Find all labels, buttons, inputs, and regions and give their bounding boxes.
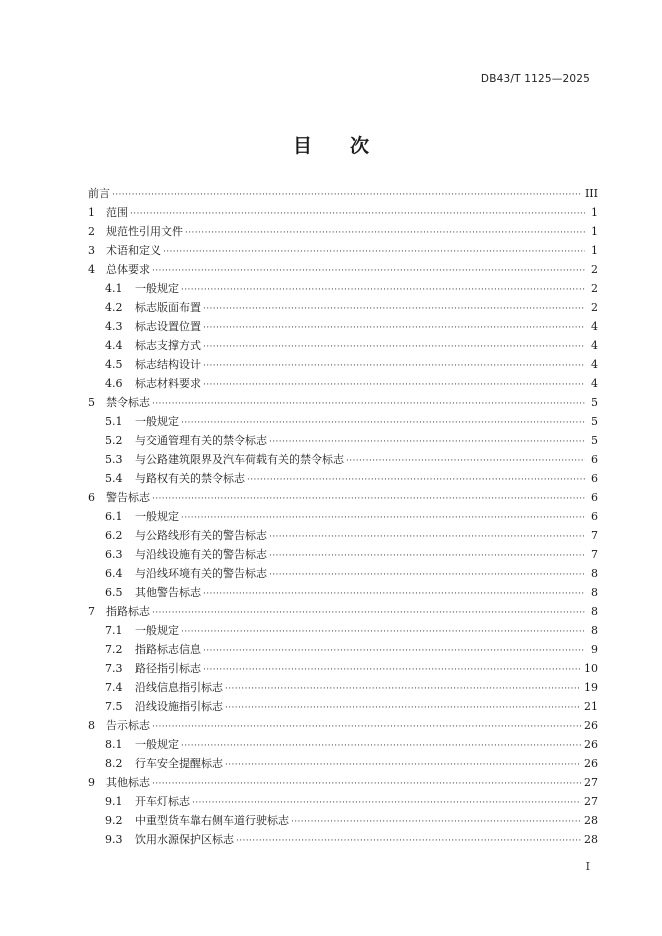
- toc-entry-page: 6: [591, 472, 598, 485]
- toc-entry-number: 7.4: [105, 681, 123, 694]
- toc-entry-label: 一般规定: [135, 510, 179, 523]
- toc-entry-page: 7: [591, 529, 598, 542]
- toc-entry[interactable]: [88, 621, 598, 640]
- toc-entry-page: 5: [591, 396, 598, 409]
- toc-entry-label: 术语和定义: [106, 244, 161, 257]
- toc-dot-leader: [163, 243, 585, 260]
- toc-dot-leader: [152, 490, 585, 507]
- toc-entry-number: 6.2: [105, 529, 123, 542]
- toc-dot-leader: [203, 357, 585, 374]
- toc-entry-number: 4.6: [105, 377, 123, 390]
- toc-entry-page: 27: [584, 795, 598, 808]
- toc-entry-page: 6: [591, 453, 598, 466]
- toc-entry-number: 2: [88, 225, 95, 238]
- toc-entry-page: 21: [584, 700, 598, 713]
- toc-dot-leader: [269, 433, 585, 450]
- page-number: I: [585, 860, 590, 873]
- toc-dot-leader: [152, 718, 581, 735]
- toc-entry-label: 标志版面布置: [135, 301, 201, 314]
- toc-entry[interactable]: [88, 336, 598, 355]
- toc-entry-number: 9.3: [105, 833, 123, 846]
- toc-entry-page: 8: [591, 605, 598, 618]
- toc-entry-label: 路径指引标志: [135, 662, 201, 675]
- toc-entry-page: 6: [591, 510, 598, 523]
- toc-entry[interactable]: [88, 602, 598, 621]
- toc-entry-page: 1: [591, 225, 598, 238]
- toc-entry-page: 10: [584, 662, 598, 675]
- toc-dot-leader: [225, 699, 581, 716]
- toc-entry-page: 8: [591, 586, 598, 599]
- toc-dot-leader: [269, 566, 585, 583]
- table-of-contents: [88, 184, 598, 849]
- toc-entry-label: 告示标志: [106, 719, 150, 732]
- toc-entry-page: III: [584, 187, 598, 200]
- toc-dot-leader: [269, 547, 585, 564]
- toc-entry-label: 标志设置位置: [135, 320, 201, 333]
- toc-entry-number: 1: [88, 206, 95, 219]
- toc-entry-number: 7.3: [105, 662, 123, 675]
- toc-entry-number: 6: [88, 491, 95, 504]
- toc-entry-number: 7.2: [105, 643, 123, 656]
- toc-entry-page: 8: [591, 624, 598, 637]
- toc-entry-page: 6: [591, 491, 598, 504]
- toc-entry[interactable]: [88, 754, 598, 773]
- toc-entry[interactable]: [88, 545, 598, 564]
- toc-entry-page: 1: [591, 206, 598, 219]
- toc-entry[interactable]: [88, 488, 598, 507]
- toc-dot-leader: [291, 813, 581, 830]
- toc-entry-label: 总体要求: [106, 263, 150, 276]
- toc-entry-label: 与公路线形有关的警告标志: [135, 529, 267, 542]
- toc-entry-number: 6.4: [105, 567, 123, 580]
- toc-dot-leader: [225, 680, 581, 697]
- toc-entry[interactable]: [88, 469, 598, 488]
- toc-dot-leader: [203, 661, 581, 678]
- toc-entry-page: 9: [591, 643, 598, 656]
- toc-entry[interactable]: [88, 697, 598, 716]
- toc-dot-leader: [152, 775, 581, 792]
- toc-entry-label: 标志支撑方式: [135, 339, 201, 352]
- toc-entry-label: 一般规定: [135, 624, 179, 637]
- toc-entry-number: 7.1: [105, 624, 123, 637]
- toc-entry-number: 8.1: [105, 738, 123, 751]
- toc-entry-label: 沿线设施指引标志: [135, 700, 223, 713]
- toc-entry-page: 4: [591, 377, 598, 390]
- document-code: DB43/T 1125—2025: [480, 73, 590, 85]
- toc-entry[interactable]: [88, 811, 598, 830]
- toc-entry[interactable]: [88, 241, 598, 260]
- toc-entry-number: 9.1: [105, 795, 123, 808]
- toc-entry-number: 9.2: [105, 814, 123, 827]
- page-title: [0, 131, 662, 158]
- toc-entry-label: 禁令标志: [106, 396, 150, 409]
- toc-entry[interactable]: [88, 830, 598, 849]
- toc-dot-leader: [236, 832, 581, 849]
- toc-entry-page: 5: [591, 434, 598, 447]
- toc-dot-leader: [192, 794, 581, 811]
- toc-dot-leader: [225, 756, 581, 773]
- toc-dot-leader: [181, 509, 585, 526]
- toc-entry[interactable]: [88, 393, 598, 412]
- toc-entry-number: 5.4: [105, 472, 123, 485]
- toc-entry[interactable]: [88, 317, 598, 336]
- toc-entry[interactable]: [88, 374, 598, 393]
- toc-entry-number: 5.3: [105, 453, 123, 466]
- toc-entry-page: 4: [591, 339, 598, 352]
- toc-dot-leader: [152, 395, 585, 412]
- toc-dot-leader: [247, 471, 585, 488]
- toc-entry-number: 5: [88, 396, 95, 409]
- toc-dot-leader: [203, 585, 585, 602]
- toc-entry-number: 3: [88, 244, 95, 257]
- toc-entry-number: 4.3: [105, 320, 123, 333]
- toc-entry-page: 26: [584, 738, 598, 751]
- toc-dot-leader: [112, 186, 582, 203]
- toc-entry-label: 饮用水源保护区标志: [135, 833, 234, 846]
- toc-entry[interactable]: [88, 583, 598, 602]
- toc-entry-label: 与路权有关的禁令标志: [135, 472, 245, 485]
- toc-entry[interactable]: [88, 678, 598, 697]
- toc-entry-label: 行车安全提醒标志: [135, 757, 223, 770]
- toc-entry[interactable]: [88, 735, 598, 754]
- toc-dot-leader: [269, 528, 585, 545]
- toc-entry[interactable]: [88, 659, 598, 678]
- toc-entry-page: 19: [584, 681, 598, 694]
- toc-entry-label: 一般规定: [135, 415, 179, 428]
- toc-entry-label: 规范性引用文件: [106, 225, 183, 238]
- toc-entry[interactable]: [88, 355, 598, 374]
- toc-entry-label: 标志结构设计: [135, 358, 201, 371]
- toc-dot-leader: [152, 604, 585, 621]
- toc-dot-leader: [181, 281, 585, 298]
- toc-dot-leader: [181, 623, 585, 640]
- toc-entry-page: 8: [591, 567, 598, 580]
- toc-entry-page: 7: [591, 548, 598, 561]
- toc-entry-page: 4: [591, 358, 598, 371]
- toc-entry-label: 中重型货车靠右侧车道行驶标志: [135, 814, 289, 827]
- toc-dot-leader: [130, 205, 585, 222]
- toc-entry[interactable]: [88, 184, 598, 203]
- toc-entry[interactable]: [88, 526, 598, 545]
- toc-entry[interactable]: [88, 450, 598, 469]
- toc-entry-page: 1: [591, 244, 598, 257]
- toc-entry-page: 26: [584, 719, 598, 732]
- toc-entry-number: 6.3: [105, 548, 123, 561]
- toc-entry[interactable]: [88, 792, 598, 811]
- toc-entry-label: 与交通管理有关的禁令标志: [135, 434, 267, 447]
- toc-entry[interactable]: [88, 222, 598, 241]
- toc-dot-leader: [185, 224, 585, 241]
- toc-entry-label: 其他标志: [106, 776, 150, 789]
- toc-entry-label: 开车灯标志: [135, 795, 190, 808]
- toc-dot-leader: [203, 642, 585, 659]
- toc-entry-label: 一般规定: [135, 738, 179, 751]
- toc-entry-number: 4.1: [105, 282, 123, 295]
- toc-entry-number: 5.1: [105, 415, 123, 428]
- toc-entry-label: 标志材料要求: [135, 377, 201, 390]
- title-char-1: 目: [292, 135, 312, 157]
- toc-entry[interactable]: [88, 640, 598, 659]
- toc-entry[interactable]: [88, 507, 598, 526]
- toc-entry-number: 6.5: [105, 586, 123, 599]
- toc-entry[interactable]: [88, 716, 598, 735]
- toc-entry-number: 4: [88, 263, 95, 276]
- toc-entry[interactable]: [88, 431, 598, 450]
- toc-dot-leader: [203, 338, 585, 355]
- toc-dot-leader: [203, 376, 585, 393]
- toc-dot-leader: [152, 262, 585, 279]
- toc-entry-number: 4.4: [105, 339, 123, 352]
- toc-entry[interactable]: [88, 260, 598, 279]
- toc-dot-leader: [203, 300, 585, 317]
- toc-entry-label: 与沿线环境有关的警告标志: [135, 567, 267, 580]
- toc-entry-page: 28: [584, 833, 598, 846]
- toc-entry-label: 沿线信息指引标志: [135, 681, 223, 694]
- toc-entry-label: 前言: [88, 187, 110, 200]
- toc-entry-label: 指路标志信息: [135, 643, 201, 656]
- toc-entry-page: 2: [591, 263, 598, 276]
- toc-entry-page: 27: [584, 776, 598, 789]
- toc-entry-label: 一般规定: [135, 282, 179, 295]
- toc-entry-number: 6.1: [105, 510, 123, 523]
- toc-entry-number: 5.2: [105, 434, 123, 447]
- toc-entry-label: 与沿线设施有关的警告标志: [135, 548, 267, 561]
- toc-entry-number: 8: [88, 719, 95, 732]
- toc-dot-leader: [181, 414, 585, 431]
- toc-entry[interactable]: [88, 412, 598, 431]
- toc-entry-number: 7: [88, 605, 95, 618]
- toc-entry-number: 4.5: [105, 358, 123, 371]
- toc-entry-number: 8.2: [105, 757, 123, 770]
- toc-entry-number: 7.5: [105, 700, 123, 713]
- toc-dot-leader: [181, 737, 581, 754]
- toc-entry[interactable]: [88, 773, 598, 792]
- toc-entry[interactable]: [88, 564, 598, 583]
- toc-entry-page: 2: [591, 301, 598, 314]
- toc-dot-leader: [203, 319, 585, 336]
- toc-entry-number: 9: [88, 776, 95, 789]
- toc-entry[interactable]: [88, 298, 598, 317]
- title-char-2: 次: [350, 135, 370, 157]
- toc-entry-page: 2: [591, 282, 598, 295]
- toc-entry[interactable]: [88, 203, 598, 222]
- toc-dot-leader: [346, 452, 585, 469]
- toc-entry-label: 其他警告标志: [135, 586, 201, 599]
- toc-entry-label: 范围: [106, 206, 128, 219]
- toc-entry-page: 26: [584, 757, 598, 770]
- toc-entry-label: 警告标志: [106, 491, 150, 504]
- toc-entry-label: 指路标志: [106, 605, 150, 618]
- toc-entry-number: 4.2: [105, 301, 123, 314]
- toc-entry-page: 4: [591, 320, 598, 333]
- toc-entry-page: 28: [584, 814, 598, 827]
- toc-entry-page: 5: [591, 415, 598, 428]
- toc-entry[interactable]: [88, 279, 598, 298]
- toc-entry-label: 与公路建筑限界及汽车荷载有关的禁令标志: [135, 453, 344, 466]
